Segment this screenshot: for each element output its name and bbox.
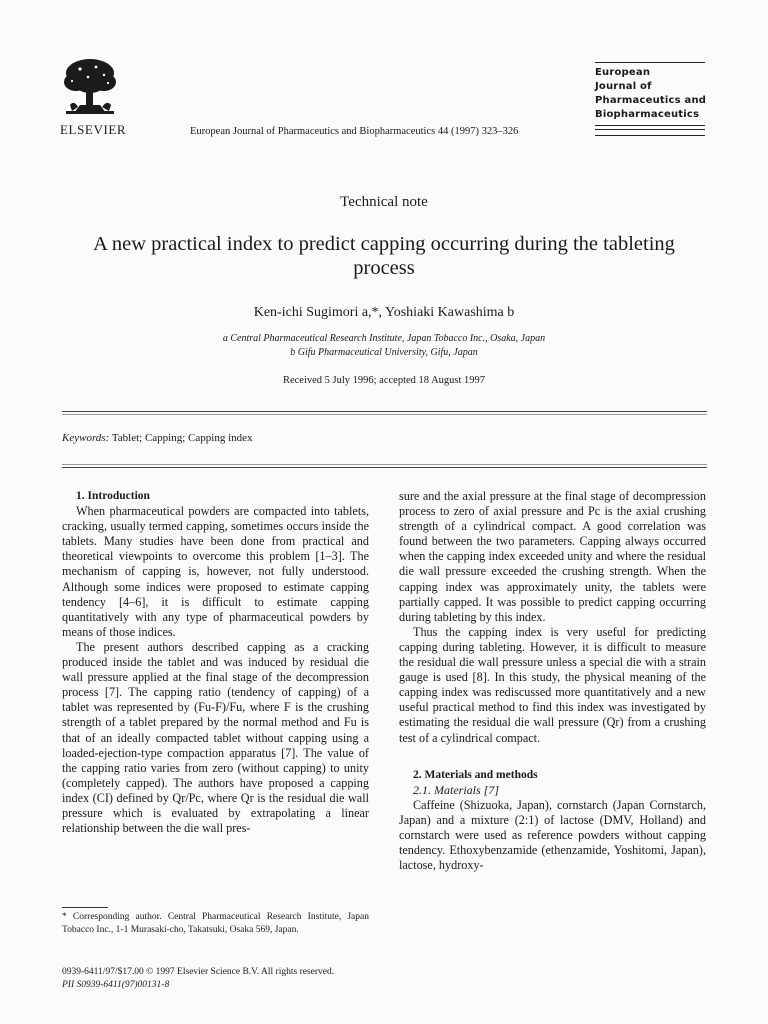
brand-line: Biopharmaceutics [595, 109, 700, 120]
brand-bottom-rule [595, 135, 705, 136]
subsection-heading: 2.1. Materials [7] [413, 782, 500, 797]
corresponding-author-footnote: * Corresponding author. Central Pharmaceutical Research Institute, Japan Tobacco Inc., 1-1 Murasaki-cho, Takatsuki, Osaka 569, Japan. [62, 912, 369, 935]
left-column [62, 489, 369, 836]
section-heading: 2. Materials and methods [413, 768, 538, 781]
divider [62, 414, 707, 415]
paragraph: sure and the axial pressure at the final stage of decompression process to zero of axial pressure and Pc is the axial crushing strength of a cylindrical compact. A good correlation was found between the two parameters. Capping always occurred when the capping index exceeded unity and where the residual die wall pressure exceeded the crushing strength. When the capping index was approximately unity, the tablets were partially capped. It was possible to predict capping occurring during tableting by this index. [399, 489, 706, 624]
publisher-name: ELSEVIER [60, 122, 127, 137]
keywords [62, 432, 253, 444]
brand-rule [595, 129, 705, 130]
copyright-block [62, 966, 334, 992]
brand-line: Pharmaceutics and [595, 95, 707, 106]
paragraph: The present authors described capping as a cracking produced inside the tablet and was induced by residual die wall pressure applied at the final stage of the decompression process [7]. The capping ratio (tendency of capping) of a tablet was represented by (Fu-F)/Fu, where F is the crushing strength of a tablet prepared by the normal method and Fu is that of an ideally compacted tablet without capping using a loaded-ejection-type compaction apparatus [7]. The value of the capping ratio varies from zero (without capping) to unity (completely capped). The authors have proposed a capping index (CI) defined by Qr/Pc, where Qr is the residual die wall pressure which is evaluated by extrapolating a linear relationship between the die wall pres- [62, 639, 369, 836]
elsevier-tree-logo-icon [60, 55, 120, 117]
copyright-line: 0939-6411/97/$17.00 © 1997 Elsevier Science B.V. All rights reserved. [62, 967, 335, 977]
divider [62, 467, 707, 468]
brand-top-rule [595, 62, 705, 63]
brand-rule [595, 125, 705, 126]
paragraph: Caffeine (Shizuoka, Japan), cornstarch (Japan Cornstarch, Japan) and a mixture (2:1) of lactose (DMV, Holland) and cornstarch were used as reference powders without capping tendency. Ethoxybenzamide (ethenzamide, Yoshitomi, Japan), lactose, hydroxy- [399, 797, 706, 873]
paragraph: Thus the capping index is very useful for predicting capping during tableting. However, it is difficult to measure the residual die wall pressure unless a special die with a strain gauge is used [8]. In this study, the physical meaning of the capping index was rediscussed more quantitatively and a new useful practical method to find this index was investigated by estimating the residual die wall pressure (Qr) from a crushing test of a cylindrical compact. [399, 624, 706, 745]
paragraph: When pharmaceutical powders are compacted into tablets, cracking, usually termed capping, sometimes occurs inside the tablets. Many studies have been done from practical and theoretical viewpoints to overcome this problem [1–3]. The mechanism of capping is, however, not fully understood. Although some indices were proposed to estimate capping tendency [4–6], it is difficult to estimate capping quantitatively with any type of pharmaceutical powders by means of those indices. [62, 504, 369, 639]
received-dates: Received 5 July 1996; accepted 18 August 1997 [282, 375, 486, 386]
author-list: Ken-ichi Sugimori a,*, Yoshiaki Kawashima b [253, 305, 515, 320]
journal-brand-logo [595, 66, 706, 122]
affiliation-a: a Central Pharmaceutical Research Institute, Japan Tobacco Inc., Osaka, Japan [222, 333, 546, 344]
affiliation-b: b Gifu Pharmaceutical University, Gifu, Japan [290, 347, 478, 358]
section-heading: 1. Introduction [76, 490, 150, 502]
right-column [399, 489, 706, 873]
keywords-list: Tablet; Capping; Capping index [111, 432, 253, 444]
divider [62, 411, 707, 412]
keywords-label: Keywords: [62, 432, 110, 444]
footnote-rule [62, 907, 108, 908]
divider [62, 464, 707, 465]
journal-citation: European Journal of Pharmaceutics and Biopharmaceutics 44 (1997) 323–326 [190, 126, 519, 137]
pii-line: PII S0939-6411(97)00131-8 [62, 980, 170, 990]
brand-line: Journal of [595, 81, 652, 92]
article-type: Technical note [340, 194, 428, 210]
brand-line: European [595, 67, 651, 78]
article-title: A new practical index to predict capping occurring during the tableting process [93, 233, 675, 279]
